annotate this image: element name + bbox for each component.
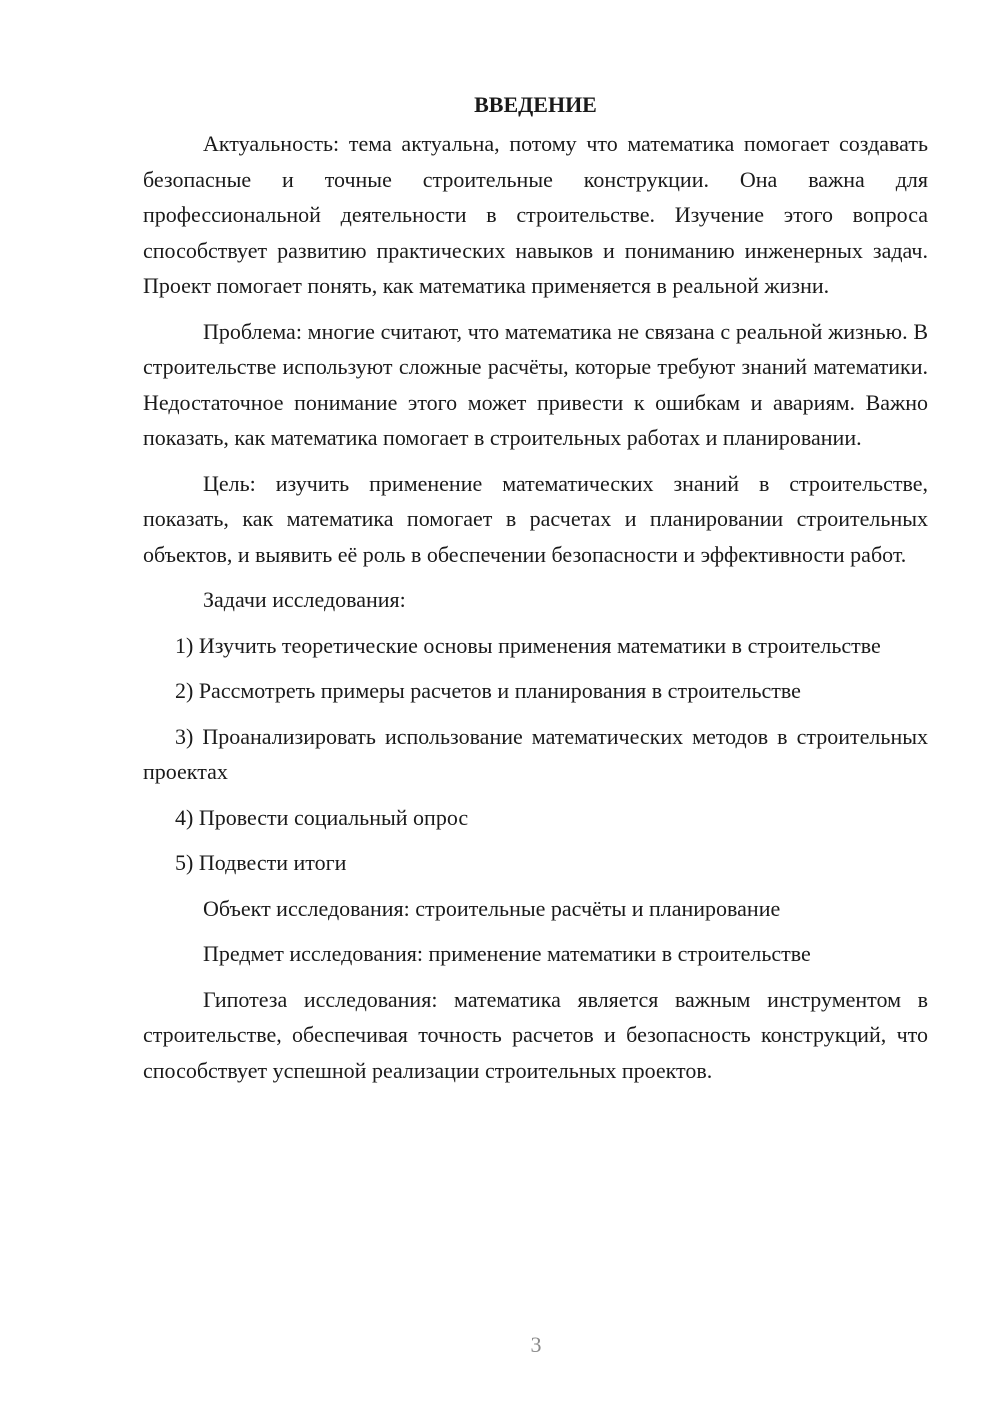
- task-item-4: 4) Провести социальный опрос: [175, 804, 469, 830]
- relevance-paragraph: Актуальность: тема актуальна, потому что математика помогает создавать безопасные и точные строительные конструкции. Она важна для профессиональной деятельности в строительстве. Изучение этого вопроса способствует развитию практических навыков и пониманию инженерных задач. Проект помогает понять, как математика применяется в реальной жизни.: [143, 131, 928, 298]
- goal-paragraph: Цель: изучить применение математических знаний в строительстве, показать, как математика помогает в расчетах и планировании строительных объектов, и выявить её роль в обеспечении безопасности и эффективности работ.: [143, 470, 928, 567]
- tasks-heading: Задачи исследования:: [203, 587, 406, 612]
- research-subject: Предмет исследования: применение математики в строительстве: [203, 941, 811, 966]
- task-item-1: 1) Изучить теоретические основы применения математики в строительстве: [175, 632, 881, 658]
- page-number: 3: [530, 1332, 542, 1357]
- document-page: [143, 90, 928, 1098]
- section-title: ВВЕДЕНИЕ: [474, 92, 597, 117]
- research-object: Объект исследования: строительные расчёты и планирование: [203, 895, 781, 921]
- task-item-3: 3) Проанализировать использование математических методов в строительных проектах: [143, 723, 928, 784]
- task-item-2: 2) Рассмотреть примеры расчетов и планирования в строительстве: [175, 678, 801, 703]
- task-item-5: 5) Подвести итоги: [175, 850, 347, 875]
- problem-paragraph: Проблема: многие считают, что математика не связана с реальной жизнью. В строительстве используют сложные расчёты, которые требуют знаний математики. Недостаточное понимание этого может привести к ошибкам и авариям. Важно показать, как математика помогает в строительных работах и планировании.: [143, 318, 928, 450]
- hypothesis-paragraph: Гипотеза исследования: математика является важным инструментом в строительстве, обеспечивая точность расчетов и безопасность конструкций, что способствует успешной реализации строительных проектов.: [143, 986, 928, 1083]
